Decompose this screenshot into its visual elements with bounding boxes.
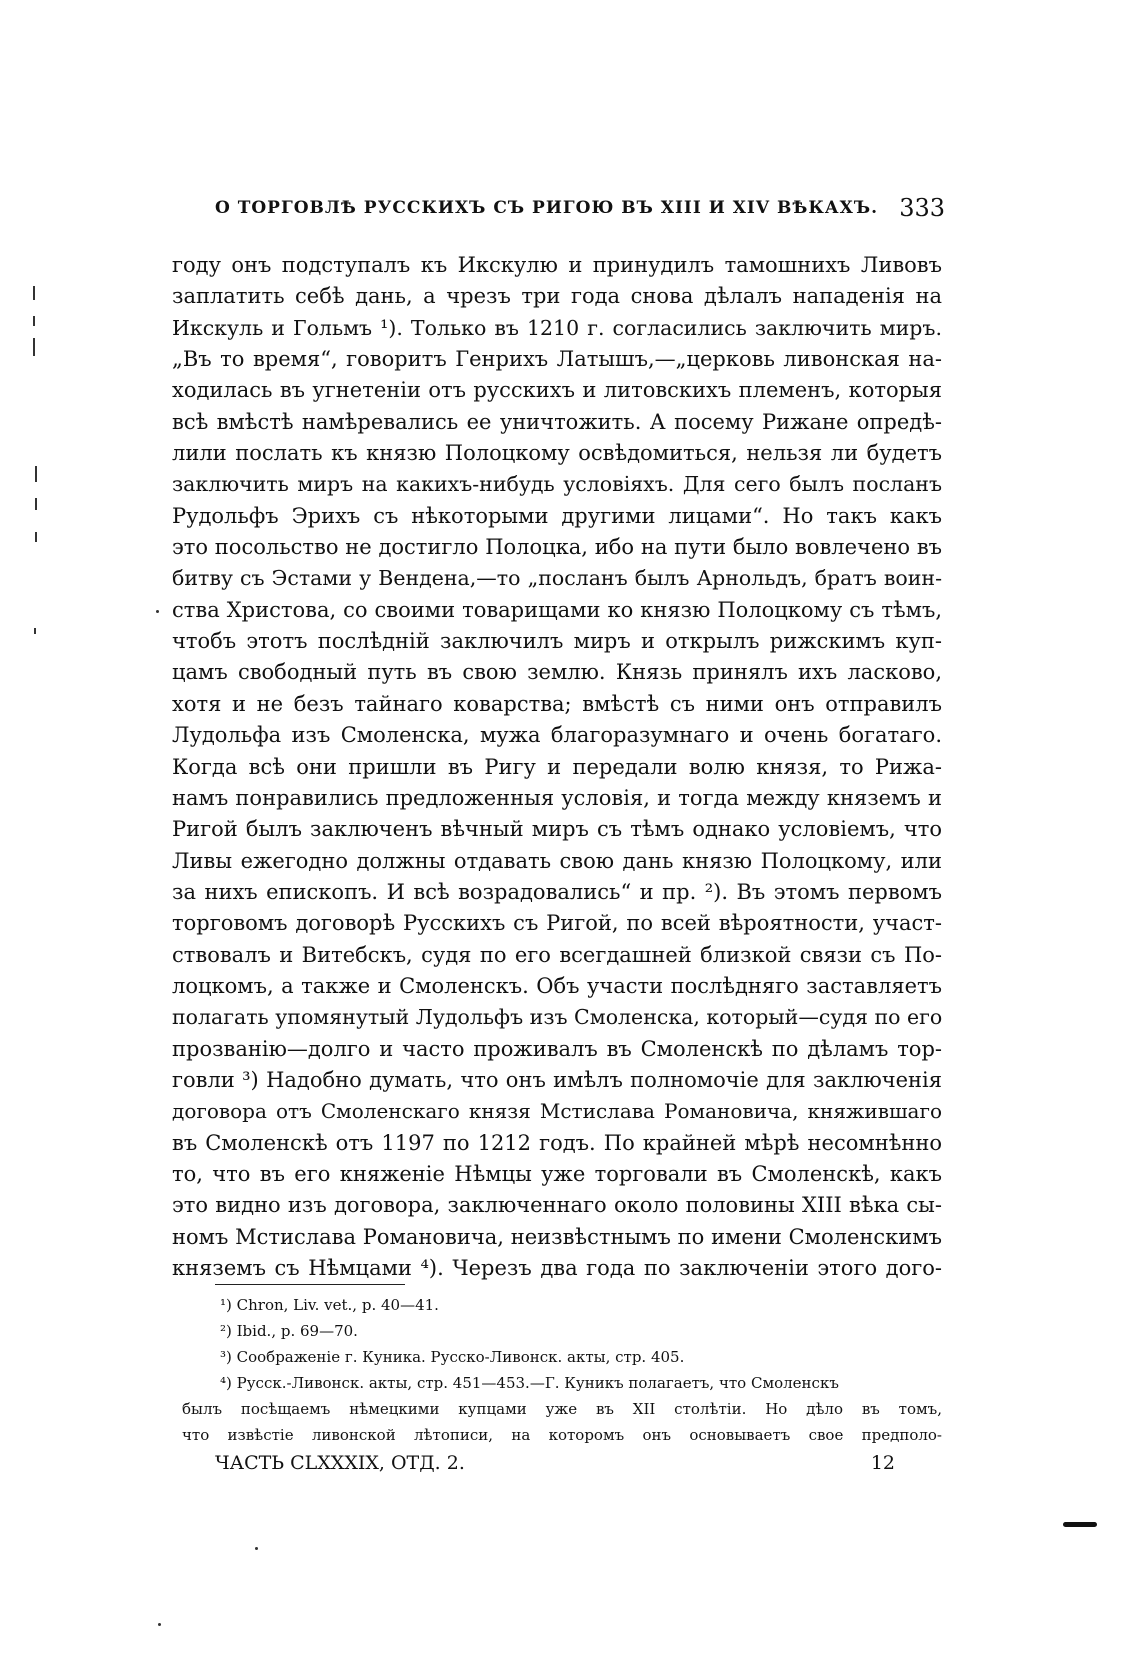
footnote-continuation: что извѣстіе ливонской лѣтописи, на которомъ онъ основываетъ свое предполо-	[182, 1426, 942, 1444]
page-number: 333	[899, 194, 945, 222]
footnote-separator	[215, 1284, 405, 1285]
scan-speck	[34, 628, 36, 634]
running-title: О ТОРГОВЛѢ РУССКИХЪ СЪ РИГОЮ ВЪ XIII И XIV ВѢКАХЪ.	[215, 198, 878, 218]
text-line: торговомъ договорѣ Русскихъ съ Ригой, по всей вѣроятности, участ-	[172, 911, 942, 936]
scan-speck	[156, 610, 159, 613]
text-line: чтобъ этотъ послѣдній заключилъ миръ и открылъ рижскимъ куп-	[172, 629, 942, 654]
text-line: году онъ подступалъ къ Икскулю и принудилъ тамошнихъ Ливовъ	[172, 253, 942, 277]
scan-speck	[33, 338, 35, 356]
text-line: въ Смоленскѣ отъ 1197 по 1212 годъ. По крайней мѣрѣ несомнѣнно	[172, 1130, 942, 1155]
footnote-continuation: былъ посѣщаемъ нѣмецкими купцами уже въ XII столѣтіи. Но дѣло въ томъ,	[182, 1400, 942, 1418]
text-line: лили послать къ князю Полоцкому освѣдомиться, нельзя ли будетъ	[172, 441, 942, 466]
text-line: Ригой былъ заключенъ вѣчный миръ съ тѣмъ однако условіемъ, что	[172, 817, 942, 842]
text-line: княземъ съ Нѣмцами ⁴). Черезъ два года по заключеніи этого дого-	[172, 1256, 942, 1280]
text-line: Лудольфа изъ Смоленска, мужа благоразумнаго и очень богатаго.	[172, 723, 942, 748]
scan-speck	[33, 286, 35, 300]
text-line: ствовалъ и Витебскъ, судя по его всегдашней близкой связи съ По-	[172, 942, 942, 967]
text-line: договора отъ Смоленскаго князя Мстислава Романовича, княжившаго	[172, 1099, 942, 1124]
text-line: Икскуль и Гольмъ ¹). Только въ 1210 г. согласились заключить миръ.	[172, 315, 942, 340]
scan-speck	[35, 532, 37, 542]
signature-sheet: 12	[870, 1452, 895, 1474]
footnote: ²) Ibid., p. 69—70.	[220, 1322, 358, 1340]
text-line: заплатить себѣ дань, а чрезъ три года снова дѣлалъ нападенія на	[172, 284, 942, 309]
body-text	[172, 250, 942, 1284]
footnote: ³) Соображеніе г. Куника. Русско-Ливонск. акты, стр. 405.	[220, 1348, 685, 1366]
scan-speck	[158, 1623, 161, 1626]
text-line: всѣ вмѣстѣ намѣревались ее уничтожить. А посему Рижане опредѣ-	[172, 409, 942, 434]
scan-speck	[1063, 1522, 1097, 1527]
text-line: полагать упомянутый Лудольфъ изъ Смоленска, который—судя по его	[172, 1005, 943, 1030]
text-line: прозванію—долго и часто проживалъ въ Смоленскѣ по дѣламъ тор-	[172, 1036, 942, 1061]
text-line: это посольство не достигло Полоцка, ибо на пути было вовлечено въ	[172, 535, 942, 560]
scan-speck	[255, 1547, 258, 1550]
text-line: за нихъ епископъ. И всѣ возрадовались“ и пр. ²). Въ этомъ первомъ	[172, 879, 942, 904]
footnotes	[182, 1292, 942, 1448]
footnote: ¹) Chron, Liv. vet., p. 40—41.	[220, 1296, 439, 1314]
text-line: это видно изъ договора, заключеннаго около половины XIII вѣка сы-	[172, 1193, 942, 1218]
text-line: Когда всѣ они пришли въ Ригу и передали волю князя, то Рижа-	[172, 754, 942, 779]
text-line: лоцкомъ, а также и Смоленскъ. Объ участи послѣдняго заставляетъ	[172, 973, 942, 998]
text-line: хотя и не безъ тайнаго коварства; вмѣстѣ съ ними онъ отправилъ	[172, 691, 942, 716]
text-line: ства Христова, со своими товарищами ко князю Полоцкому съ тѣмъ,	[172, 597, 942, 622]
footnote: ⁴) Русск.-Ливонск. акты, стр. 451—453.—Г. Куникъ полагаетъ, что Смоленскъ	[220, 1374, 839, 1392]
text-line: то, что въ его княженіе Нѣмцы уже торговали въ Смоленскѣ, какъ	[172, 1161, 942, 1186]
text-line: „Въ то время“, говоритъ Генрихъ Латышъ,—„церковь ливонская на-	[172, 347, 942, 372]
text-line: Ливы ежегодно должны отдавать свою дань князю Полоцкому, или	[172, 848, 942, 873]
running-head	[215, 194, 945, 224]
text-line: битву съ Эстами у Вендена,—то „посланъ былъ Арнольдъ, братъ воин-	[172, 566, 942, 591]
text-line: Рудольфъ Эрихъ съ нѣкоторыми другими лицами“. Но такъ какъ	[172, 503, 942, 528]
printer-signature	[215, 1452, 895, 1482]
text-line: говли ³) Надобно думать, что онъ имѣлъ полномочіе для заключенія	[172, 1067, 942, 1092]
text-line: намъ понравились предложенныя условія, и тогда между княземъ и	[172, 785, 942, 810]
text-line: ходилась въ угнетеніи отъ русскихъ и литовскихъ племенъ, которыя	[172, 378, 942, 403]
signature-part: ЧАСТЬ CLXXXIX, ОТД. 2.	[215, 1452, 465, 1474]
text-line: заключить миръ на какихъ-нибудь условіяхъ. Для сего былъ посланъ	[172, 472, 942, 497]
scan-speck	[35, 498, 37, 510]
text-line: цамъ свободный путь въ свою землю. Князь принялъ ихъ ласково,	[172, 660, 942, 685]
scan-speck	[35, 466, 37, 482]
text-line: номъ Мстислава Романовича, неизвѣстнымъ по имени Смоленскимъ	[172, 1224, 942, 1249]
scan-speck	[33, 316, 35, 326]
